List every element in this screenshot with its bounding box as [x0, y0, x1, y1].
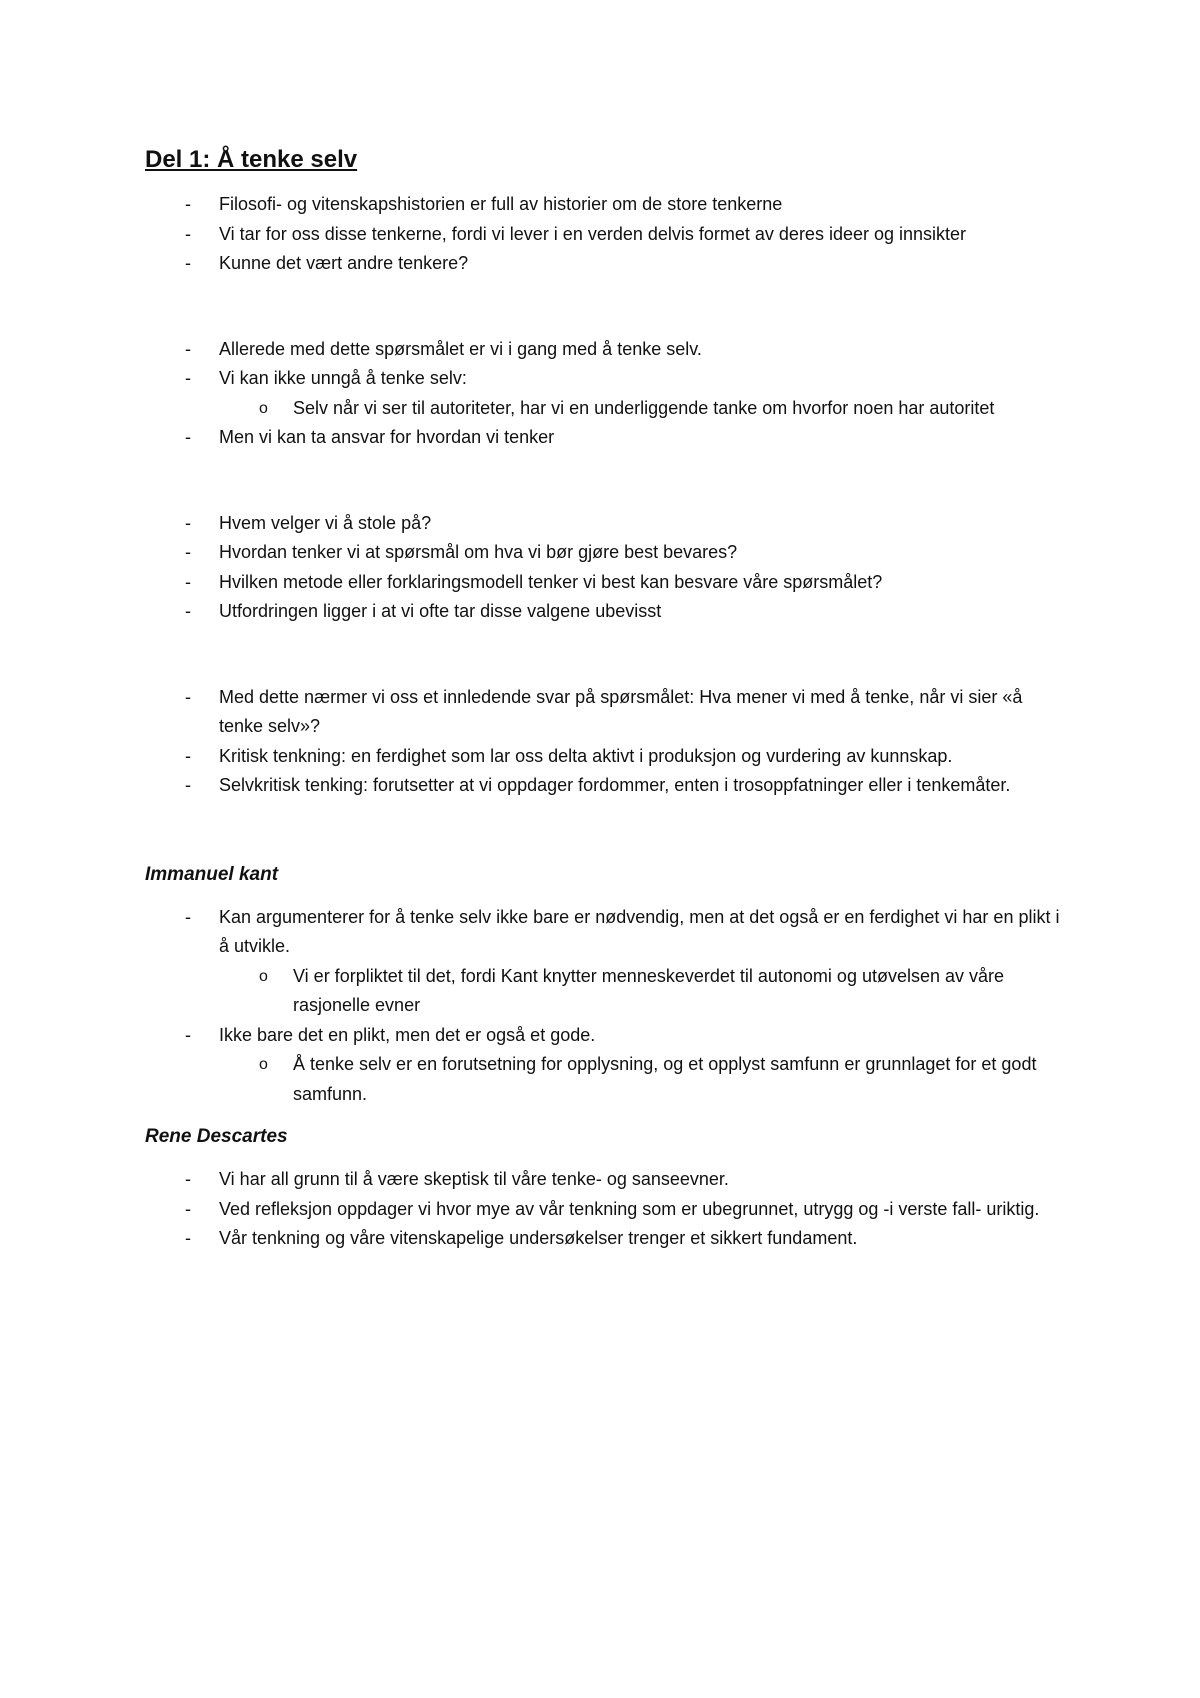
sub-list-item: [219, 1050, 1065, 1109]
bullet-list-questions: [145, 509, 1065, 627]
section-heading-kant: Immanuel kant: [145, 863, 279, 885]
list-item-text: Utfordringen ligger i at vi ofte tar disse valgene ubevisst: [219, 601, 662, 621]
dash-marker: -: [185, 253, 191, 273]
list-item-text: Vi kan ikke unngå å tenke selv:: [219, 368, 467, 388]
spacer: [145, 801, 1065, 861]
list-item: [145, 683, 1065, 742]
bullet-list-definitions: [145, 683, 1065, 801]
list-item-text: Med dette nærmer vi oss et innledende svar på spørsmålet: Hva mener vi med å tenke, når vi sier «å tenke selv»?: [219, 686, 1023, 736]
list-item-text: Vår tenkning og våre vitenskapelige undersøkelser trenger et sikkert fundament.: [219, 1228, 858, 1248]
list-item: [145, 903, 1065, 1021]
list-item: [145, 190, 1065, 220]
dash-marker: -: [185, 745, 191, 766]
list-item: [145, 1224, 1065, 1254]
page-title: Del 1: Å tenke selv: [145, 146, 358, 173]
dash-marker: -: [185, 601, 191, 621]
dash-marker: -: [185, 1169, 191, 1189]
dash-marker: -: [185, 1024, 191, 1045]
dash-marker: -: [185, 775, 191, 795]
spacer: [145, 627, 1065, 683]
list-item-text: Allerede med dette spørsmålet er vi i gang med å tenke selv.: [219, 338, 702, 359]
bullet-list-kant: [145, 903, 1065, 1110]
dash-marker: -: [185, 368, 191, 388]
list-item: [145, 538, 1065, 568]
dash-marker: -: [185, 686, 191, 707]
dash-marker: -: [185, 571, 191, 592]
list-item-text: Kritisk tenkning: en ferdighet som lar oss delta aktivt i produksjon og vurdering av kunnskap.: [219, 745, 953, 766]
list-item: [145, 1021, 1065, 1110]
circle-marker: o: [259, 967, 268, 985]
sub-list-item: [219, 394, 1065, 424]
dash-marker: -: [185, 194, 191, 214]
dash-marker: -: [185, 906, 191, 927]
sub-list-item-text: Vi er forpliktet til det, fordi Kant knytter menneskeverdet til autonomi og utøvelsen av våre rasjonelle evner: [293, 965, 1005, 1015]
list-item: [145, 249, 1065, 279]
spacer: [145, 279, 1065, 335]
sub-list: [219, 1050, 1065, 1109]
list-item: [145, 568, 1065, 598]
sub-list-item-text: Å tenke selv er en forutsetning for opplysning, og et opplyst samfunn er grunnlaget for et godt samfunn.: [293, 1054, 1037, 1104]
list-item: [145, 1195, 1065, 1225]
list-item-text: Ikke bare det en plikt, men det er også et gode.: [219, 1024, 596, 1045]
list-item: [145, 509, 1065, 539]
spacer: [145, 453, 1065, 509]
dash-marker: -: [185, 512, 191, 533]
list-item-text: Selvkritisk tenking: forutsetter at vi oppdager fordommer, enten i trosoppfatninger eller i tenkemåter.: [219, 775, 1011, 795]
list-item-text: Hvilken metode eller forklaringsmodell tenker vi best kan besvare våre spørsmålet?: [219, 571, 883, 592]
dash-marker: -: [185, 338, 191, 359]
list-item: [145, 220, 1065, 250]
bullet-list-thinking: [145, 335, 1065, 453]
sub-list-item: [219, 962, 1065, 1021]
spacer: [145, 1109, 1065, 1123]
list-item-text: Kan argumenterer for å tenke selv ikke bare er nødvendig, men at det også er en ferdighet vi har en plikt i å utvikle.: [219, 906, 1060, 956]
dash-marker: -: [185, 1228, 191, 1248]
dash-marker: -: [185, 427, 191, 447]
section-heading-descartes: Rene Descartes: [145, 1126, 288, 1147]
list-item: [145, 1165, 1065, 1195]
list-item-text: Ved refleksjon oppdager vi hvor mye av vår tenkning som er ubegrunnet, utrygg og -i verste fall- uriktig.: [219, 1198, 1040, 1219]
list-item-text: Hvordan tenker vi at spørsmål om hva vi bør gjøre best bevares?: [219, 542, 738, 562]
dash-marker: -: [185, 223, 191, 244]
list-item: [145, 742, 1065, 772]
sub-list: [219, 394, 1065, 424]
list-item-text: Filosofi- og vitenskapshistorien er full av historier om de store tenkerne: [219, 194, 783, 214]
list-item-text: Vi tar for oss disse tenkerne, fordi vi lever i en verden delvis formet av deres ideer og innsikter: [219, 223, 967, 244]
list-item: [145, 597, 1065, 627]
list-item-text: Men vi kan ta ansvar for hvordan vi tenker: [219, 427, 555, 447]
sub-list-item-text: Selv når vi ser til autoriteter, har vi en underliggende tanke om hvorfor noen har autoritet: [293, 397, 995, 418]
circle-marker: o: [259, 399, 268, 417]
list-item: [145, 771, 1065, 801]
document-content: [145, 144, 1065, 1254]
bullet-list-intro: [145, 190, 1065, 279]
list-item: [145, 364, 1065, 423]
list-item-text: Kunne det vært andre tenkere?: [219, 253, 469, 273]
sub-list: [219, 962, 1065, 1021]
list-item: [145, 423, 1065, 453]
list-item-text: Hvem velger vi å stole på?: [219, 512, 432, 533]
circle-marker: o: [259, 1056, 268, 1073]
dash-marker: -: [185, 1198, 191, 1219]
dash-marker: -: [185, 542, 191, 562]
list-item-text: Vi har all grunn til å være skeptisk til våre tenke- og sanseevner.: [219, 1169, 729, 1189]
bullet-list-descartes: [145, 1165, 1065, 1254]
list-item: [145, 335, 1065, 365]
